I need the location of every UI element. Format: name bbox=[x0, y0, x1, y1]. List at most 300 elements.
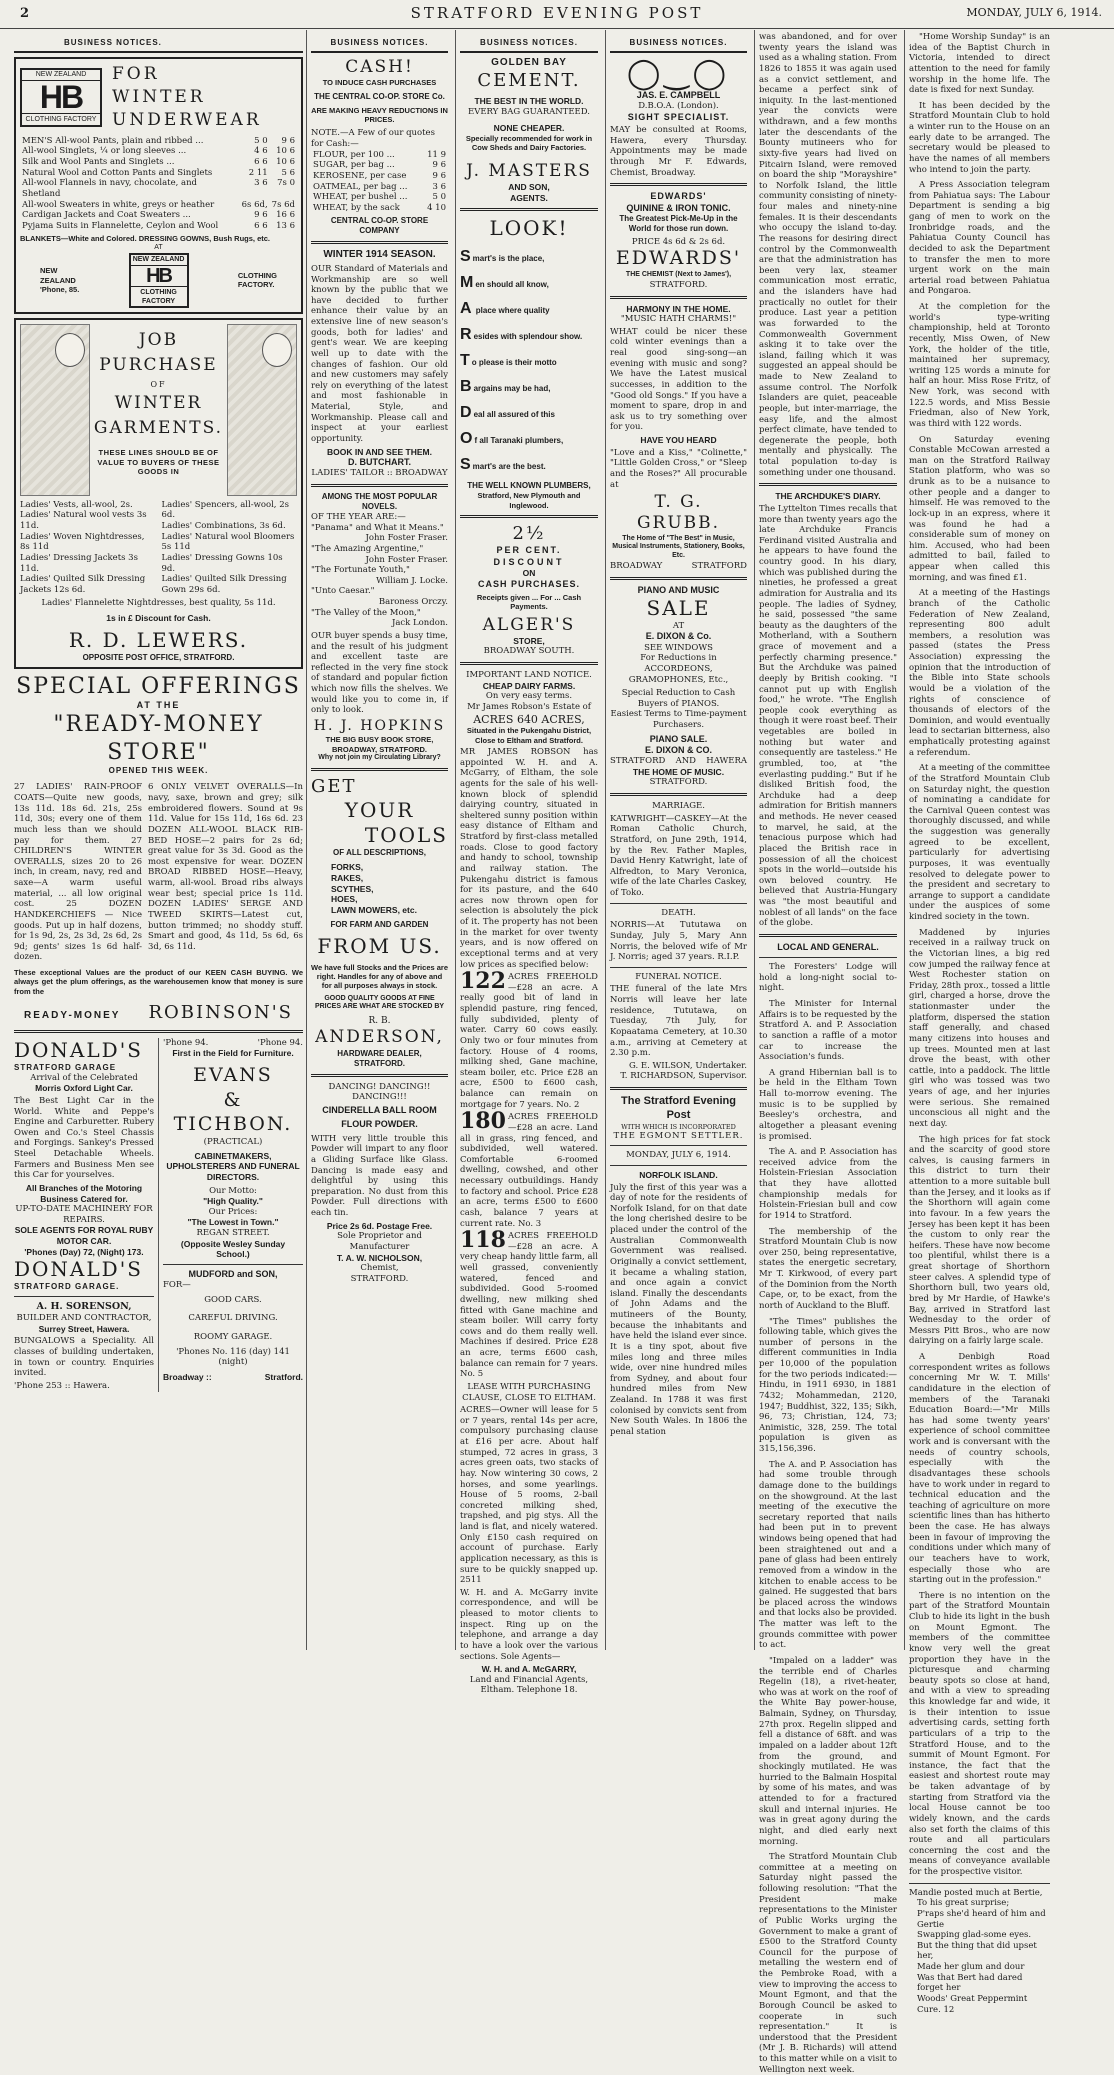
evans-practical: (PRACTICAL) bbox=[203, 1137, 263, 1148]
norfolk-continued: was abandoned, and for over twenty years the island was used as a whaling station. From 1826 to 1855 it was again used as a convict settlement, and became a perfect sink of iniquity. In the last-mentioned year the convicts were withdrawn, and a few months later the descendants of the Bounty mutineers who for sixty-five years had lived on Pitcairn Island, were removed on board the ship "Morayshire" to Norfolk Island, the little community consisting of ninety-four males and ninety-nine females. It is their descendants who occupy the island to-day. The reasons for desiring direct control by the Commonwealth are that the administration has been very lax, steamer communication most erratic, and the islanders have had practically no outlet for their produce. Last year a petition was forwarded to the Commonwealth Government asking it to take over the island, failing which it was suggested an appeal should be made to New Zealand to assume control. The Norfolk Islanders are quiet, peaceable people, but inter-marriage, the easy life, and the almost perfect climate, have tended to degenerate the people, both mentally and physically. The total population to-day is something under one thousand. bbox=[759, 32, 897, 478]
column-header: BUSINESS NOTICES. bbox=[460, 30, 598, 53]
land-lot bbox=[460, 968, 598, 1110]
hb-item-price-from: 2 11 bbox=[248, 167, 268, 178]
job-list-left bbox=[20, 500, 156, 596]
cash-note: NOTE.—A Few of our quotes for Cash:— bbox=[311, 128, 435, 149]
sorenson-addr: Surrey Street, Hawera. bbox=[38, 1323, 130, 1334]
acrostic-letter: M bbox=[460, 274, 474, 292]
hb-item-price-to: 16 6 bbox=[276, 210, 295, 221]
tools-stocks: We have full Stocks and the Prices are right. Handles for any of above and for all purposes always in stock. bbox=[311, 962, 448, 991]
job-addr: OPPOSITE POST OFFICE, STRATFORD. bbox=[82, 652, 235, 662]
job-list-item: Ladies' Woven Nightdresses, 8s 11d bbox=[20, 531, 145, 553]
cash-title: CASH! bbox=[345, 57, 414, 77]
tools-all: OF ALL DESCRIPTIONS, bbox=[333, 848, 426, 858]
gb-title: GOLDEN BAY bbox=[491, 57, 567, 68]
cash-price: 9 6 bbox=[432, 160, 446, 171]
anderson-name: ANDERSON, bbox=[315, 1027, 444, 1048]
news-paragraph: A Press Association telegram from Pahiatua says: The Labour Department is sending a big gang of men to work on the Ironbridge roads, and the Pahiatua County Council has decided to ask the Department to transfer the men to more urgent work on the main arterial road between Pahiatua and Pongaroa. bbox=[909, 180, 1050, 297]
mudford-item: ROOMY GARAGE. bbox=[193, 1332, 273, 1343]
job-list-item: Ladies' Spencers, all-wool, 2s 6d. bbox=[161, 499, 289, 521]
poem-line: Swapping glad-some eyes. bbox=[917, 1930, 1032, 1941]
hb-item-price-to: 13 6 bbox=[276, 220, 295, 231]
anderson-town: STRATFORD. bbox=[354, 1058, 405, 1068]
hb-item-desc: Pyjama Suits in Flannelette, Ceylon and Wool bbox=[22, 220, 219, 231]
hb-item-desc: All-wool Sweaters in white, greys or heather bbox=[22, 199, 215, 210]
cash-price: 4 10 bbox=[427, 202, 446, 213]
hb-item-price-to: 7s 0 bbox=[277, 178, 295, 189]
land-lot bbox=[460, 1227, 598, 1380]
job-list-item: Ladies' Natural wool Bloomers 5s 11d bbox=[161, 531, 295, 553]
mudford-name: MUDFORD and SON, bbox=[188, 1268, 278, 1279]
edwards-big: EDWARDS' bbox=[615, 247, 742, 270]
piano-windows: SEE WINDOWS bbox=[644, 642, 713, 653]
cash-price-row bbox=[311, 182, 448, 193]
evans-tichbon-ad bbox=[159, 1038, 303, 1392]
land-lease-body: ACRES—Owner will lease for 5 or 7 years, rental 14s per acre, compulsory purchasing clause at £16 per acre. About half stumped, 72 acres in grass, 3 acres green oats, two stacks of hay. Now wintering 30 cows, 2 horses, and some yearlings. House of 5 rooms, 2-bail concreted milking shed, trapshed, and pig stys. All the land is flat, and nicely watered. Only £150 cash required on account of purchase. Early application necessary, as this is sure to be quickly snapped up. 2511 bbox=[460, 1405, 598, 1586]
mudford-phone: 'Phones No. 116 (day) 141 (night) bbox=[176, 1346, 290, 1368]
hb-footer-r2: FACTORY. bbox=[237, 280, 275, 290]
donalds-agents: SOLE AGENTS FOR ROYAL RUBY MOTOR CAR. bbox=[14, 1225, 154, 1247]
piano-reductions: For Reductions in ACCORDEONS, GRAMOPHONES, Etc., bbox=[628, 653, 729, 685]
rm-left: 27 LADIES' RAIN-PROOF COATS—Quite new goods, 13s 11d. 18s 6d. 21s, 25s 11d, 30s; every one of them much less than we should pay for them. 27 CHILDREN'S WINTER OVERALLS, sizes 20 to 26 inch, in cream, navy, red and saxe—A warm useful material, ... all low original cost. 25 DOZEN HANDKERCHIEFS — Nice goods. Put up in half dozens, for 1s 9d, 2s, 2s 3d, 2s 6d, 2s 9d; gents' sizes 1s 6d half-dozen. bbox=[14, 782, 142, 963]
evans-trade: CABINETMAKERS, UPHOLSTERERS AND FUNERAL DIRECTORS. bbox=[166, 1150, 300, 1182]
evans-opp: (Opposite Wesley Sunday School.) bbox=[180, 1238, 286, 1260]
harmony-songs: "Love and a Kiss," "Colinette," "Little Golden Cross," or "Sleep and the Roses?" All procurable at bbox=[610, 447, 747, 490]
gb-best: THE BEST IN THE WORLD. bbox=[474, 96, 584, 106]
acrostic-letter: R bbox=[460, 326, 472, 344]
hb-price-row bbox=[20, 200, 297, 211]
tools-farm: FOR FARM AND GARDEN bbox=[330, 919, 429, 929]
hb-item-desc: All-wool Singlets, ¼ or long sleeves ... bbox=[22, 146, 187, 157]
job-list-item: Ladies' Quilted Silk Dressing Jackets 12s 6d. bbox=[20, 574, 146, 595]
mudford-item: CAREFUL DRIVING. bbox=[188, 1313, 278, 1324]
news-paragraph: The membership of the Stratford Mountain Club is now over 250, being representative, states the energetic secretary, Mr T. Kirkwood, of every part of the Dominion from the North Cape, or, to be exact, from the north of Auckland to the Bluff. bbox=[759, 1226, 897, 1311]
novel-title: "Unto Caesar." bbox=[311, 586, 375, 597]
column-3 bbox=[455, 30, 602, 1696]
land-lot-text: ACRES FREEHOLD—£28 an acre. A very cheap handy little farm, all well grassed, conveniently watered, fenced and subdivided. Good 5-roomed dwelling, new milking shed fitted with Gane machine and steam boiler. Will carry forty cows and do them really well. Machines if desired. Price £28 an acre, terms £600 cash, balance can remain for 7 years. No. 5 bbox=[460, 1231, 598, 1380]
rm-heading: SPECIAL OFFERINGS bbox=[16, 673, 301, 699]
land-lot-text: ACRES FREEHOLD—£28 an acre. Land all in grass, ring fenced, and subdivided, well watered. Comfortable 6-roomed dwelling, cowshed, and other necessary outbuildings. Handy to factory and school. Price £28 an acre, terms £500 to £600 cash, balance 7 years at current rate. No. 3 bbox=[460, 1112, 598, 1229]
acrostic-line bbox=[460, 247, 598, 267]
evans-name-1: EVANS bbox=[193, 1063, 273, 1086]
flour-dancing: DANCING! DANCING!! DANCING!!! bbox=[328, 1081, 431, 1103]
land-terms: On very easy terms. bbox=[485, 691, 573, 702]
acrostic-line bbox=[460, 325, 598, 345]
job-heading-5: GARMENTS. bbox=[93, 418, 224, 439]
alger-pct: 2½ bbox=[512, 522, 546, 544]
evans-name-3: TICHBON. bbox=[173, 1113, 293, 1136]
sorenson-phone: 'Phone 253 :: Hawera. bbox=[14, 1380, 110, 1391]
hb-logo-small-mark: HB bbox=[131, 265, 187, 287]
poem-line: Made her glum and dour bbox=[917, 1962, 1025, 1972]
acrostic-line bbox=[460, 403, 598, 423]
winter-name: D. BUTCHART. bbox=[348, 457, 411, 468]
column-4 bbox=[605, 30, 751, 1650]
land-lot bbox=[460, 1108, 598, 1229]
hb-logo-small-top: NEW ZEALAND bbox=[132, 255, 185, 263]
job-list-item: Ladies' Dressing Gowns 10s 9d. bbox=[161, 552, 283, 574]
hopkins-library: Why not join my Circulating Library? bbox=[318, 754, 441, 762]
edwards-tonic: QUININE & IRON TONIC. bbox=[626, 202, 731, 213]
campbell-title: SIGHT SPECIALIST. bbox=[627, 111, 730, 122]
donalds-branches: All Branches of the Motoring Business Catered for. bbox=[25, 1182, 143, 1204]
poem-line: But the thing that did upset her, bbox=[917, 1940, 1037, 1962]
cash-price-row bbox=[311, 203, 448, 214]
acrostic-text: argains may be had, bbox=[473, 384, 551, 394]
alger-on: ON bbox=[522, 567, 536, 578]
piano-dixon-2: E. DIXON & CO. bbox=[644, 744, 712, 755]
flour-price: Price 2s 6d. Postage Free. bbox=[326, 1220, 433, 1231]
alger-store: STORE, bbox=[513, 635, 545, 646]
flour-title: CINDERELLA BALL ROOM FLOUR POWDER. bbox=[322, 1104, 437, 1130]
donalds-machinery: UP-TO-DATE MACHINERY FOR REPAIRS. bbox=[15, 1204, 153, 1225]
rm-opened: OPENED THIS WEEK. bbox=[108, 766, 209, 776]
masthead bbox=[0, 0, 1114, 29]
piano-title: PIANO AND MUSIC bbox=[637, 584, 720, 595]
hb-price-row bbox=[20, 146, 297, 157]
hb-item-price-to: 7s 6d bbox=[271, 199, 295, 210]
job-list-item: Ladies' Vests, all-wool, 2s. bbox=[20, 499, 133, 510]
winter-book: BOOK IN AND SEE THEM. bbox=[327, 446, 432, 457]
donalds-car: Morris Oxford Light Car. bbox=[35, 1083, 133, 1094]
cash-price: 3 6 bbox=[432, 181, 446, 192]
land-lot-text: ACRES FREEHOLD—£28 an acre. A really good bit of land in splendid pasture, ring fenced, fully subdivided, plenty of water. Carry 60 cows easily. Only two or four minutes from factory. House of 4 rooms, milking shed, Gane machine, steam boiler, etc. Price £28 an acre, £500 to £600 cash, balance can remain on mortgage for 7 years. No. 2 bbox=[460, 972, 598, 1110]
cash-item: KEROSENE, per case bbox=[313, 170, 407, 181]
piano-home: THE HOME OF MUSIC. bbox=[632, 766, 725, 777]
news-paragraph: "Impaled on a ladder" was the terrible end of Charles Regelin (18), a rivet-heater, who was at work on the roof of the White Bay power-house, Balmain, Sydney, on Thursday, 27th prox. Regelin slipped and fell a distance of 68ft. and was impaled on a ladder about 12ft from the ground, and shockingly mutilated. He was hurried to the Balmain Hospital by some of his mates, and was attended to for a fractured skull and internal injuries. He was in great agony during the night, and died early next morning. bbox=[759, 1655, 897, 1847]
tools-list bbox=[311, 862, 448, 915]
tool-item: LAWN MOWERS, etc. bbox=[331, 904, 417, 915]
edwards-name: EDWARDS' bbox=[650, 191, 707, 202]
acrostic-letter: A bbox=[460, 300, 472, 318]
evans-addr: REGAN STREET. bbox=[196, 1228, 270, 1239]
hb-logo bbox=[20, 68, 102, 126]
sorenson-trade: BUILDER AND CONTRACTOR, bbox=[16, 1313, 152, 1324]
donalds-sub-2: STRATFORD GARAGE. bbox=[14, 1282, 120, 1292]
hb-price-row bbox=[20, 168, 297, 179]
news-paragraph: A Denbigh Road correspondent writes as follows concerning Mr W. T. Mills' candidature in the election of members of the Taranaki Education Board:—"Mr Mills has had some twenty years' experience of school committee work and is conversant with the needs of country schools, especially with the disadvantages these schools have to work under in regard to technical education and the teaching of agriculture on more scientific lines than has hitherto been the case. He has always been in favour of improving the conditions under which many of our teachers have to work, especially those who are starting out in the profession." bbox=[909, 1352, 1050, 1586]
acrostic-letter: S bbox=[460, 456, 471, 474]
edwards-greatest: The Greatest Pick-Me-Up in the World for those run down. bbox=[619, 213, 738, 233]
novel-title: "The Amazing Argentine," bbox=[311, 543, 424, 554]
look-acrostic bbox=[460, 247, 598, 475]
piano-town: STRATFORD. bbox=[649, 777, 708, 788]
anderson-init: R. B. bbox=[368, 1016, 391, 1027]
news-paragraph: It has been decided by the Stratford Mountain Club to hold a winter run to the House on an early date to be arranged. The secretary would be pleased to have the names of all members who intend to join the party. bbox=[909, 100, 1050, 175]
job-list-item: Ladies' Quilted Silk Dressing Gown 29s 6d. bbox=[161, 574, 287, 595]
mudford-items bbox=[163, 1291, 303, 1347]
acrostic-letter: B bbox=[460, 378, 472, 396]
masters-son: AND SON, bbox=[508, 181, 550, 192]
tool-item: FORKS, bbox=[331, 862, 364, 873]
news-paragraph: "Home Worship Sunday" is an idea of the Baptist Church in Victoria, intended to direct attention to the need for family worship in the home life. The date is fixed for next Sunday. bbox=[909, 32, 1050, 96]
archduke-body: The Lyttelton Times recalls that more than twenty years ago the late Archduke Francis Ferdinand visited Australia and he appears to have found the country good. In his diary, which was published during the nineties, he professed a great admiration for Australia and its people. The ladies of Sydney, he said, possessed "the same beauty as the daughters of the Motherland, with a Southern grace of movement and a perfectly charming presence." But the Archduke was pained deeply by British cooking. "I cannot put up with English food," he wrote. "The English people cook everything as though it were roast beef. Their vegetables are boiled in nothing but water and consequently are tasteless." He grumbled, too, at "the everlasting pudding." But if he disliked British food, the Archduke had a deep admiration for British manners and methods. He never ceased to marvel, he said, at the tenacious purpose which had placed the British race in possession of all the choicest spots in the world—outside his own beloved country. He believed that Austria-Hungary was "the most beautiful and noblest of all lands" on the face of the globe. bbox=[759, 503, 897, 929]
campbell-quals: D.B.O.A. (London). bbox=[638, 101, 719, 112]
anderson-trade: HARDWARE DEALER, bbox=[337, 1048, 422, 1058]
alger-cash: CASH PURCHASES. bbox=[477, 578, 580, 589]
archduke-title: THE ARCHDUKE'S DIARY. bbox=[775, 491, 881, 502]
flour-body: WITH very little trouble this Powder will impart to any floor a Gliding Surface like Glass. Dancing is made easy and delightful by using this preparation. No dust from this Powder. Full directions with each tin. bbox=[311, 1133, 448, 1219]
post-settler: THE EGMONT SETTLER. bbox=[613, 1130, 744, 1141]
land-lease: LEASE WITH PURCHASING CLAUSE, CLOSE TO ELTHAM. bbox=[462, 1381, 596, 1403]
land-estate: Mr James Robson's Estate of bbox=[467, 701, 591, 712]
winter-title: WINTER 1914 SEASON. bbox=[323, 249, 436, 261]
news-paragraph: "The Times" publishes the following table, which gives the number of persons in the different communities in India per 10,000 of the population for the two periods indicated:—Hindu, in 1911 6930, in 1881 7432; Mohammedan, 2120, 1947; Buddhist, 322, 135; Sikh, 96, 73; Christian, 124, 73; Animistic, 328, 259. The total population is given as 315,156,396. bbox=[759, 1316, 897, 1454]
acrostic-letter: S bbox=[460, 248, 471, 266]
hb-logo-mark: HB bbox=[22, 80, 100, 114]
acrostic-line bbox=[460, 377, 598, 397]
hb-item-price-to: 10 6 bbox=[276, 146, 295, 157]
local-news bbox=[759, 962, 897, 2075]
mudford-for: FOR— bbox=[163, 1280, 191, 1291]
novels-head: AMONG THE MOST POPULAR NOVELS. bbox=[321, 492, 438, 511]
hb-item-desc: MEN'S All-wool Pants, plain and ribbed ... bbox=[22, 135, 204, 146]
rm-right: 6 ONLY VELVET OVERALLS—In navy, saxe, brown and grey; silk embroidered flowers. Sound at 9s 11d. Value for 15s 11d, 16s 6d. 23 DOZEN ALL-WOOL BLACK RIB-BED HOSE—2 pairs for 2s 6d; great value for 3s 3d. Good as the most expensive for wear. DOZEN BROAD RIBBED HOSE—Heavy, warm, all-wool. Broad ribs always wear best; special price 1s 11d. DOZEN LADIES' SERGE AND TWEED SKIRTS—Latest cut, button trimmed; no shoddy stuff. Smart and good, 4s 11d, 5s 6d, 6s 3d, 6s 11d. bbox=[147, 782, 303, 952]
hb-item-price-from: 5 0 bbox=[254, 135, 268, 146]
evans-phone-r: 'Phone 94. bbox=[257, 1037, 303, 1048]
novel-author: Baroness Orczy. bbox=[378, 597, 448, 607]
masters-name: J. MASTERS bbox=[466, 160, 592, 181]
novel-author: John Foster Fraser. bbox=[365, 554, 448, 565]
acrostic-text: en should all know, bbox=[475, 280, 549, 290]
cash-price-row bbox=[311, 192, 448, 203]
funeral-sign-2: T. RICHARDSON, Supervisor. bbox=[620, 1071, 747, 1082]
hb-heading-3: UNDERWEAR bbox=[112, 109, 262, 130]
hb-at: AT bbox=[154, 243, 163, 251]
page-number: 2 bbox=[20, 6, 30, 21]
acrostic-line bbox=[460, 429, 598, 449]
mudford-item: GOOD CARS. bbox=[204, 1294, 262, 1305]
column-2 bbox=[306, 30, 452, 1650]
job-flannel: Ladies' Flannelette Nightdresses, best quality, 5s 11d. bbox=[41, 598, 276, 609]
evans-prices-label: Our Prices: bbox=[208, 1206, 258, 1217]
piano-terms: Easiest Terms to Time-payment Purchasers. bbox=[610, 709, 747, 730]
hb-item-price-from: 6 6 bbox=[254, 220, 268, 231]
tools-your: YOUR bbox=[344, 798, 415, 823]
novels-sub: OF THE YEAR ARE:— bbox=[311, 512, 406, 522]
local-title: LOCAL AND GENERAL. bbox=[777, 941, 879, 952]
piano-special: Special Reduction to Cash Buyers of PIANOS. bbox=[621, 688, 736, 709]
hb-item-desc: Silk and Wool Pants and Singlets ... bbox=[22, 157, 175, 168]
column-6 bbox=[904, 30, 1054, 2015]
hopkins-store: THE BIG BUSY BOOK STORE, bbox=[325, 735, 434, 745]
look-title: LOOK! bbox=[489, 216, 569, 241]
tools-get: GET bbox=[311, 775, 357, 797]
acrostic-line bbox=[460, 455, 598, 475]
hb-footer-l1: NEW bbox=[40, 266, 58, 276]
tool-item: RAKES, bbox=[331, 873, 364, 883]
evans-first: First in the Field for Furniture. bbox=[172, 1048, 294, 1059]
donalds-phone: 'Phones (Day) 72, (Night) 173. bbox=[24, 1246, 144, 1257]
hb-blankets: BLANKETS—White and Colored. DRESSING GOWNS, Bush Rugs, etc. bbox=[20, 234, 271, 244]
column-1 bbox=[14, 30, 303, 1650]
issue-date: MONDAY, JULY 6, 1914. bbox=[966, 6, 1102, 19]
poem-line: P'raps she'd heard of him and Gertie bbox=[917, 1908, 1046, 1930]
hb-footer-l2: ZEALAND bbox=[40, 275, 76, 285]
death-body: NORRIS—At Tututawa on Sunday, July 5, Mary Ann Norris, the beloved wife of Mr J. Norris; aged 37 years. R.I.P. bbox=[610, 920, 747, 963]
marriage-title: MARRIAGE. bbox=[652, 801, 705, 811]
news-paragraph: The A. and P. Association has had some trouble through damage done to the buildings on the showground. At the last meeting of the executive the secretary reported that nails had been put in to prevent windows being opened that had been straightened out and a pane of glass had been entirely removed from a window in the kitchen to enable access to be gained. He suggested that bars be placed across the windows and that locks also be provided. The matter was left to the grounds committee with power to act. bbox=[759, 1459, 897, 1651]
hb-logo-small bbox=[129, 253, 189, 308]
winter-body: OUR Standard of Materials and Workmanship are so well known by the public that we have decided to further enhance their value by an extensive line of new season's goods, both for ladies' and gent's wear. We are keeping well up to date with the changes of fashion. Our old and new customers may safely rely on everything of the latest and most fashionable in Material, Style, and Workmanship. Please call and inspect at your earliest opportunity. bbox=[311, 263, 448, 444]
hb-item-price-from: 6 6 bbox=[254, 157, 268, 168]
land-body: MR JAMES ROBSON has appointed W. H. and A. McGarry, of Eltham, the sole agents for the sale of his well-known block of splendid dairying country, situated in sheltered sunny position within easy distance of Eltham and Stratford by first-class metalled roads. Close to good factory and handy to school, township and railway station. The Pukengahu district is famous for its pasture, and the 640 acres now thrown open for selection is absolutely the pick of it. The property has not been in the market for over twenty years, and is now offered on exceptional terms and at very low prices as specified below: bbox=[460, 747, 598, 970]
evans-prices: "The Lowest in Town." bbox=[187, 1217, 279, 1228]
acrostic-line bbox=[460, 273, 598, 293]
acrostic-text: place where quality bbox=[473, 306, 550, 316]
hb-logo-bottom: CLOTHING FACTORY bbox=[25, 116, 97, 124]
paper-name: STRATFORD EVENING POST bbox=[410, 4, 704, 22]
alger-discount: DISCOUNT bbox=[493, 556, 565, 567]
novel-title: "Panama" and What it Means." bbox=[311, 522, 444, 533]
hb-price-row bbox=[20, 136, 297, 147]
masters-agents: AGENTS. bbox=[510, 192, 548, 203]
lewers-ad bbox=[14, 318, 303, 669]
spectacles-icon: ◯‿◯ bbox=[626, 56, 731, 91]
gb-recommended: Specially recommended for work in Cow Sheds and Dairy Factories. bbox=[465, 133, 593, 153]
edwards-chemist: THE CHEMIST (Next to James'), bbox=[625, 271, 732, 279]
job-list-right bbox=[162, 500, 298, 596]
harmony-quote: "MUSIC HATH CHARMS!" bbox=[620, 314, 737, 325]
post-with: WITH WHICH IS INCORPORATED bbox=[621, 1122, 736, 1131]
job-sub: THESE LINES SHOULD BE OF VALUE TO BUYERS OF THESE GOODS IN bbox=[97, 447, 220, 477]
acrostic-line bbox=[460, 299, 598, 319]
piano-town-r: HAWERA bbox=[706, 756, 747, 767]
hb-price-row bbox=[20, 157, 297, 168]
hb-clothing-ad bbox=[14, 57, 303, 314]
piano-town-l: STRATFORD bbox=[610, 756, 666, 767]
alger-name: ALGER'S bbox=[482, 614, 576, 635]
donalds-garage-ad bbox=[14, 1038, 159, 1392]
peppermint-poem bbox=[909, 1898, 1050, 2015]
sorenson-body: BUNGALOWS a Speciality. All classes of building undertaken, in town or country. Enquiries invited. bbox=[14, 1336, 154, 1379]
cash-item: WHEAT, per bushel ... bbox=[313, 192, 408, 203]
grubb-addr-l: BROADWAY bbox=[610, 560, 663, 571]
campbell-name: JAS. E. CAMPBELL bbox=[636, 90, 721, 100]
novel-title: "The Valley of the Moon," bbox=[311, 607, 421, 618]
column-5 bbox=[754, 30, 901, 2075]
campbell-body: MAY be consulted at Rooms, Hawera, every Thursday. Appointments may be made through Mr F. Edwards, Chemist, Broadway. bbox=[610, 125, 747, 178]
news-paragraph: The A. and P. Association has received advice from the Holstein-Friesian Association that they have allotted championship medals for Holstein-Friesian bull and cow for 1914 to Stratford. bbox=[759, 1147, 897, 1221]
cash-item: OATMEAL, per bag ... bbox=[313, 181, 408, 192]
look-plumbers: THE WELL KNOWN PLUMBERS, bbox=[467, 481, 591, 491]
land-agents-2: Land and Financial Agents, Eltham. Telephone 18. bbox=[469, 1674, 589, 1696]
norfolk-title: NORFOLK ISLAND. bbox=[639, 1169, 718, 1180]
job-heading-1: JOB bbox=[138, 329, 179, 350]
acrostic-text: mart's are the best. bbox=[472, 462, 546, 472]
job-discount: 1s in £ Discount for Cash. bbox=[106, 613, 211, 624]
poem-line: Woods' Great Peppermint Cure. 12 bbox=[917, 1993, 1028, 2015]
donalds-title: DONALD'S bbox=[14, 1037, 143, 1062]
column-header: BUSINESS NOTICES. bbox=[311, 30, 448, 53]
alger-addr: BROADWAY SOUTH. bbox=[483, 646, 575, 657]
gb-cement: CEMENT. bbox=[477, 69, 581, 91]
cash-sub: TO INDUCE CASH PURCHASES bbox=[322, 78, 437, 88]
woman-illustration-left bbox=[20, 324, 90, 496]
ready-money-ad bbox=[14, 673, 303, 1025]
tools-from: FROM US. bbox=[317, 933, 442, 958]
post-date: MONDAY, JULY 6, 1914. bbox=[626, 1150, 731, 1161]
piano-sale-2: PIANO SALE. bbox=[649, 733, 708, 744]
acrostic-line bbox=[460, 351, 598, 371]
cash-making: ARE MAKING HEAVY REDUCTIONS IN PRICES. bbox=[311, 105, 448, 124]
harmony-heard: HAVE YOU HEARD bbox=[640, 435, 717, 445]
land-lot-acres: 122 bbox=[460, 968, 506, 995]
news-paragraph: On Saturday evening Constable McCowan arrested a man on the Stratford Railway Station platform, who was so drunk as to be a nuisance to other people and a danger to himself. He was removed to the lock-up in an express, where it was found he had a considerable sum of money on him. Accused, who had been admitted to bail, failed to appear when called this morning, and was fined £1. bbox=[909, 434, 1050, 583]
acrostic-text: esides with splendour show. bbox=[473, 332, 583, 342]
mudford-addr-l: Broadway :: bbox=[163, 1372, 212, 1383]
donalds-arrival: Arrival of the Celebrated bbox=[30, 1072, 138, 1083]
hb-logo-top: NEW ZEALAND bbox=[35, 71, 87, 79]
funeral-sign-1: G. E. WILSON, Undertaker. bbox=[629, 1060, 747, 1071]
sorenson-name: A. H. SORENSON, bbox=[36, 1301, 132, 1313]
job-list-item: Ladies' Combinations, 3s 6d. bbox=[161, 521, 286, 532]
death-title: DEATH. bbox=[661, 907, 696, 918]
news-paragraph: The Foresters' Lodge will hold a long-night social to-night. bbox=[759, 962, 897, 994]
hb-price-row bbox=[20, 178, 297, 199]
hb-price-row bbox=[20, 210, 297, 221]
hb-item-price-to: 10 6 bbox=[276, 157, 295, 168]
rm-sign-right: ROBINSON'S bbox=[148, 1002, 293, 1024]
poem-line: Was that Bert had dared forget her bbox=[917, 1972, 1023, 1994]
novel-author: John Foster Fraser. bbox=[365, 533, 448, 544]
news-paragraph: The Minister for Internal Affairs is to be requested by the Stratford A. and P. Association to sanction a raffle of a motor car to increase the Association's funds. bbox=[759, 999, 897, 1063]
alger-percent: PER CENT. bbox=[496, 545, 562, 556]
funeral-title: FUNERAL NOTICE. bbox=[635, 971, 722, 982]
land-situated: Situated in the Pukengahu District, Close to Eltham and Stratford. bbox=[466, 726, 592, 745]
hb-item-desc: Natural Wool and Cotton Pants and Singlets bbox=[22, 167, 213, 178]
piano-dixon: E. DIXON & Co. bbox=[645, 631, 712, 642]
column-header: BUSINESS NOTICES. bbox=[610, 30, 747, 53]
novel-title: "The Fortunate Youth," bbox=[311, 565, 410, 576]
acrostic-text: f all Taranaki plumbers, bbox=[474, 436, 564, 446]
land-lots bbox=[460, 968, 598, 1380]
tools-tools: TOOLS bbox=[364, 823, 448, 848]
evans-motto-label: Our Motto: bbox=[209, 1185, 257, 1196]
cash-price: 5 0 bbox=[432, 192, 446, 203]
nicholson-trade: Chemist, bbox=[360, 1263, 399, 1274]
hb-heading-1: FOR bbox=[112, 64, 160, 84]
acrostic-letter: T bbox=[460, 352, 470, 370]
gb-none: NONE CHEAPER. bbox=[493, 123, 565, 134]
hb-item-price-from: 9 6 bbox=[254, 210, 268, 221]
hb-item-desc: All-wool Flannels in navy, chocolate, and Shetland bbox=[22, 178, 197, 199]
woman-illustration-right bbox=[227, 324, 297, 496]
harmony-body: WHAT could be nicer these cold winter evenings than a real good sing-song—an evening with music and song? We have the Latest musical successes, in addition to the "Good old Songs." If you have a moment to spare, drop in and ask us to try something over for you. bbox=[610, 326, 747, 433]
mudford-addr-r: Stratford. bbox=[264, 1372, 303, 1383]
cash-price: 9 6 bbox=[432, 170, 446, 181]
cash-price-table bbox=[311, 150, 448, 214]
evans-name-2: & bbox=[223, 1088, 243, 1111]
nicholson-name: T. A. W. NICHOLSON, bbox=[336, 1252, 423, 1263]
acrostic-text: o please is their motto bbox=[471, 358, 557, 368]
hb-price-table bbox=[20, 136, 297, 232]
winter-addr: LADIES' TAILOR :: BROADWAY bbox=[311, 468, 448, 479]
land-title: IMPORTANT LAND NOTICE. bbox=[466, 670, 592, 680]
land-cheap: CHEAP DAIRY FARMS. bbox=[482, 680, 576, 691]
evans-motto: "High Quality." bbox=[203, 1196, 263, 1207]
hb-item-price-to: 5 6 bbox=[281, 167, 295, 178]
poem-line: To his great surprise; bbox=[917, 1898, 1010, 1909]
rm-note: These exceptional Values are the product of our KEEN CASH BUYING. We always get the plum offerings, as the warehousemen know that money is sure from the bbox=[14, 968, 303, 996]
hb-logo-small-bottom: CLOTHING FACTORY bbox=[140, 288, 177, 305]
grubb-addr-r: STRATFORD bbox=[691, 560, 747, 571]
flour-sole: Sole Proprietor and Manufacturer bbox=[337, 1231, 422, 1252]
news-paragraph: Maddened by injuries received in a railway truck on the Victorian lines, a big red cow jumped the railway fence at West Rochester station on Friday, 28th prox., tossed a little girl, charged a horse, drove the stationmaster under the platform, dispersed the station staff generally, and chased many citizens into houses and up trees. Mounted men at last drove the beast, with other cattle, into a paddock. The little girl who was tossed was two years of age, and her injuries were serious. She remained unconscious all night and the next day. bbox=[909, 927, 1050, 1129]
cash-store: THE CENTRAL CO-OP. STORE Co. bbox=[314, 91, 445, 101]
gb-every: EVERY BAG GUARANTEED. bbox=[468, 106, 590, 117]
cash-item: FLOUR, per 100 ... bbox=[313, 149, 395, 160]
